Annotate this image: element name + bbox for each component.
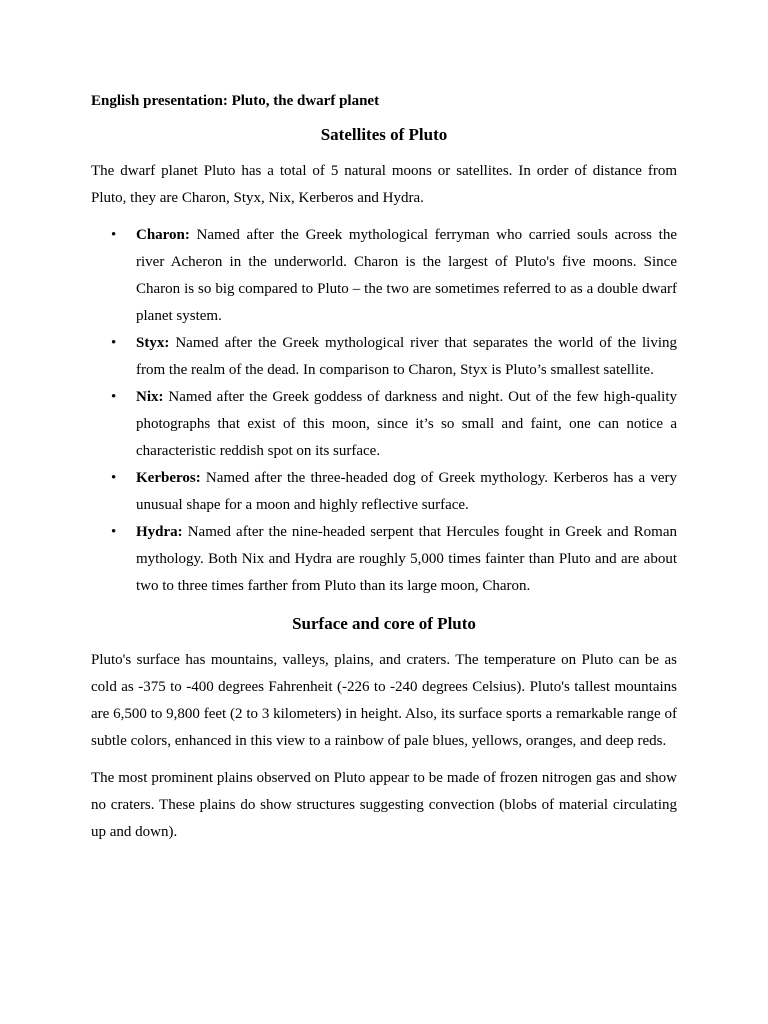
section-heading-satellites: Satellites of Pluto: [320, 125, 448, 144]
moon-description: Named after the nine-headed serpent that Hercules fought in Greek and Roman mythology. Both Nix and Hydra are roughly 5,000 times fainter than Pluto and are about two to three times farther from Pluto than its large moon, Charon.: [136, 524, 677, 594]
list-item-hydra: [91, 519, 677, 600]
moon-list: [91, 222, 677, 600]
bullet-icon: •: [111, 227, 117, 243]
bullet-icon: •: [111, 389, 117, 405]
surface-paragraph-2: The most prominent plains observed on Pluto appear to be made of frozen nitrogen gas and show no craters. These plains do show structures suggesting convection (blobs of material circulating up and down).: [91, 770, 677, 840]
moon-name: Hydra:: [136, 524, 183, 540]
moon-description: Named after the three-headed dog of Greek mythology. Kerberos has a very unusual shape for a moon and highly reflective surface.: [136, 470, 677, 513]
bullet-icon: •: [111, 470, 117, 486]
bullet-icon: •: [111, 335, 117, 351]
moon-name: Kerberos:: [136, 470, 201, 486]
moon-description: Named after the Greek mythological river that separates the world of the living from the realm of the dead. In comparison to Charon, Styx is Pluto’s smallest satellite.: [136, 335, 677, 378]
satellites-intro: The dwarf planet Pluto has a total of 5 natural moons or satellites. In order of distance from Pluto, they are Charon, Styx, Nix, Kerberos and Hydra.: [91, 163, 677, 206]
section-surface: [91, 610, 677, 846]
document-page: [91, 88, 677, 856]
list-item-charon: [91, 222, 677, 330]
moon-description: Named after the Greek goddess of darkness and night. Out of the few high-quality photographs that exist of this moon, since it’s so small and faint, one can notice a characteristic reddish spot on its surface.: [136, 389, 677, 459]
surface-paragraph-1: Pluto's surface has mountains, valleys, plains, and craters. The temperature on Pluto can be as cold as -375 to -400 degrees Fahrenheit (-226 to -240 degrees Celsius). Pluto's tallest mountains are 6,500 to 9,800 feet (2 to 3 kilometers) in height. Also, its surface sports a remarkable range of subtle colors, enhanced in this view to a rainbow of pale blues, yellows, oranges, and deep reds.: [91, 652, 677, 749]
moon-description: Named after the Greek mythological ferryman who carried souls across the river Acheron in the underworld. Charon is the largest of Pluto's five moons. Since Charon is so big compared to Pluto – the two are sometimes referred to as a double dwarf planet system.: [136, 227, 677, 324]
section-satellites: [91, 121, 677, 600]
section-heading-surface: Surface and core of Pluto: [292, 614, 476, 633]
list-item-kerberos: [91, 465, 677, 519]
list-item-styx: [91, 330, 677, 384]
bullet-icon: •: [111, 524, 117, 540]
list-item-nix: [91, 384, 677, 465]
moon-name: Charon:: [136, 227, 190, 243]
moon-name: Nix:: [136, 389, 164, 405]
moon-name: Styx:: [136, 335, 170, 351]
document-label: English presentation: Pluto, the dwarf planet: [91, 93, 380, 109]
